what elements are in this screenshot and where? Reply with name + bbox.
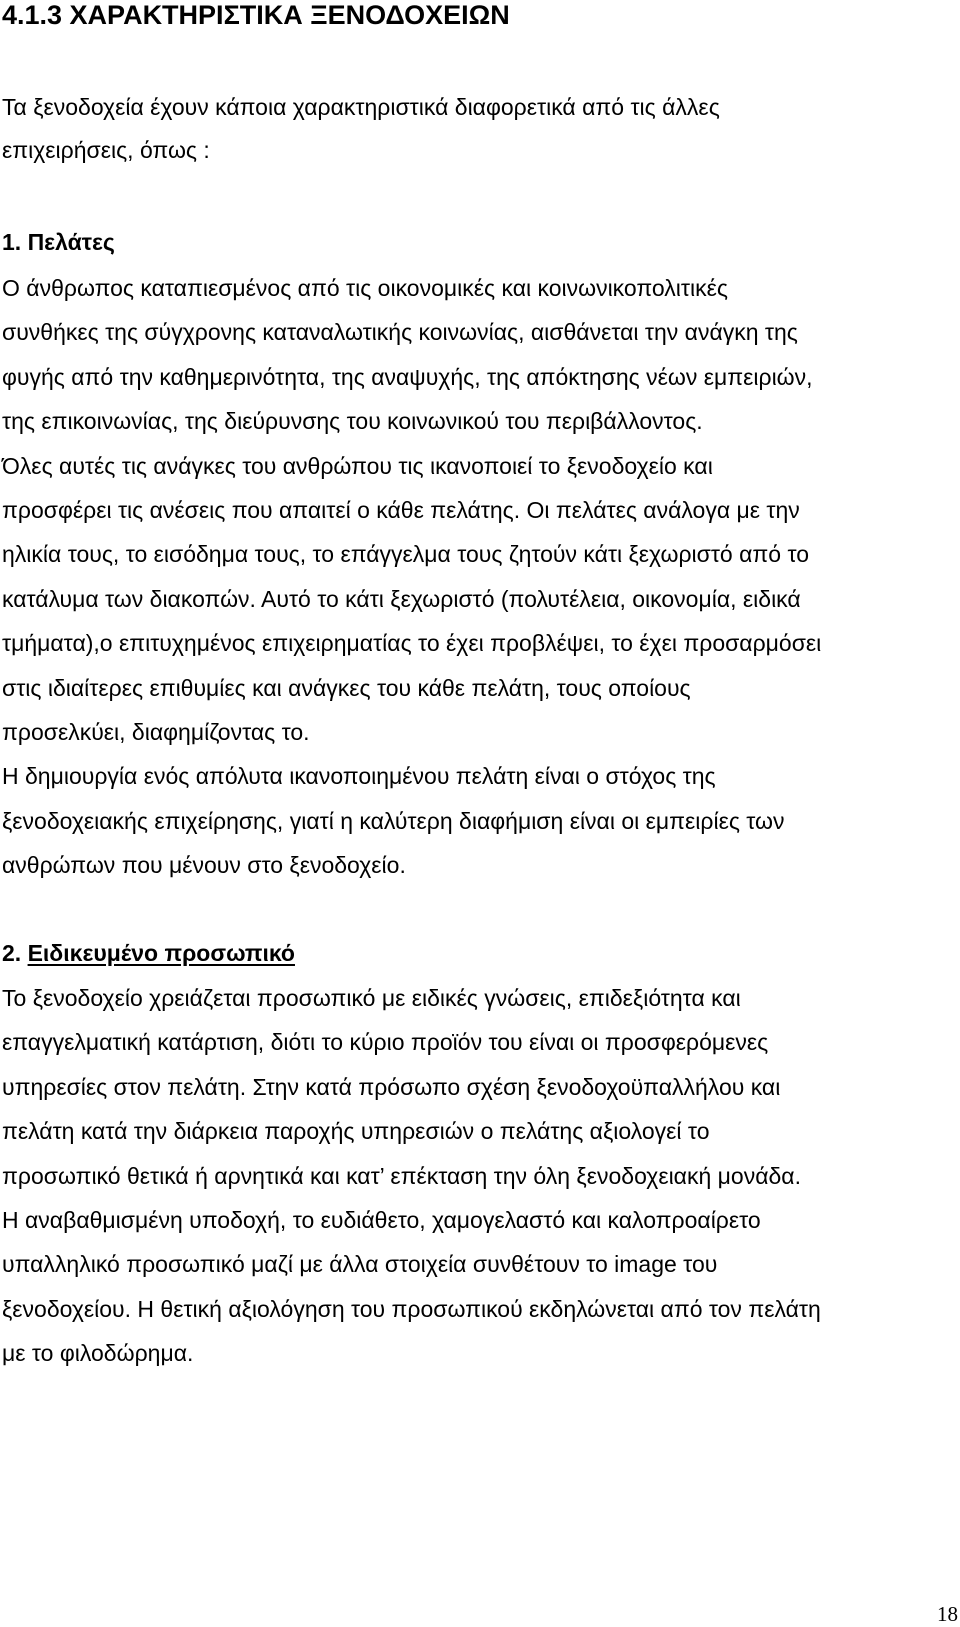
subsection-title-clients: 1. Πελάτες [2,229,115,255]
paragraph-line: προσφέρει τις ανέσεις που απαιτεί ο κάθε πελάτης. Οι πελάτες ανάλογα με την [2,497,800,523]
paragraph-line: Η αναβαθμισμένη υποδοχή, το ευδιάθετο, χαμογελαστό και καλοπροαίρετο [2,1207,761,1233]
paragraph-line: υπαλληλικό προσωπικό μαζί με άλλα στοιχεία συνθέτουν το image του [2,1251,718,1277]
paragraph-line: ξενοδοχειακής επιχείρησης, γιατί η καλύτερη διαφήμιση είναι οι εμπειρίες των [2,808,785,834]
paragraph-line: πελάτη κατά την διάρκεια παροχής υπηρεσιών ο πελάτης αξιολογεί το [2,1118,710,1144]
subsection-title-staff [2,940,295,967]
paragraph-line: επαγγελματική κατάρτιση, διότι το κύριο προϊόν του είναι οι προσφερόμενες [2,1029,769,1055]
intro-line: επιχειρήσεις, όπως : [2,137,210,163]
paragraph-line: με το φιλοδώρημα. [2,1340,194,1366]
page-number: 18 [937,1602,958,1626]
section-heading: 4.1.3 ΧΑΡΑΚΤΗΡΙΣΤΙΚΑ ΞΕΝΟΔΟΧΕΙΩΝ [2,0,510,30]
paragraph-line: υπηρεσίες στον πελάτη. Στην κατά πρόσωπο σχέση ξενοδοχοϋπαλλήλου και [2,1074,781,1100]
paragraph-line: προσωπικό θετικά ή αρνητικά και κατ’ επέκταση την όλη ξενοδοχειακή μονάδα. [2,1163,801,1189]
paragraph-line: συνθήκες της σύγχρονης καταναλωτικής κοινωνίας, αισθάνεται την ανάγκη της [2,319,798,345]
paragraph-line: Η δημιουργία ενός απόλυτα ικανοποιημένου πελάτη είναι ο στόχος της [2,763,716,789]
paragraph-line: ανθρώπων που μένουν στο ξενοδοχείο. [2,852,406,878]
paragraph-line: ηλικία τους, το εισόδημα τους, το επάγγελμα τους ζητούν κάτι ξεχωριστό από το [2,541,809,567]
paragraph-line: ξενοδοχείου. Η θετική αξιολόγηση του προσωπικού εκδηλώνεται από τον πελάτη [2,1296,821,1322]
paragraph-line: Το ξενοδοχείο χρειάζεται προσωπικό με ειδικές γνώσεις, επιδεξιότητα και [2,985,741,1011]
paragraph-line: της επικοινωνίας, της διεύρυνσης του κοινωνικού του περιβάλλοντος. [2,408,703,434]
paragraph-line: Ο άνθρωπος καταπιεσμένος από τις οικονομικές και κοινωνικοπολιτικές [2,275,728,301]
subsection-title-text: Ειδικευμένο προσωπικό [27,940,295,966]
paragraph-line: κατάλυμα των διακοπών. Αυτό το κάτι ξεχωριστό (πολυτέλεια, οικονομία, ειδικά [2,586,801,612]
paragraph-line: στις ιδιαίτερες επιθυμίες και ανάγκες του κάθε πελάτη, τους οποίους [2,675,691,701]
paragraph-line: προσελκύει, διαφημίζοντας το. [2,719,310,745]
paragraph-line: φυγής από την καθημερινότητα, της αναψυχής, της απόκτησης νέων εμπειριών, [2,364,813,390]
intro-line: Τα ξενοδοχεία έχουν κάποια χαρακτηριστικά διαφορετικά από τις άλλες [2,94,720,120]
paragraph-line: Όλες αυτές τις ανάγκες του ανθρώπου τις ικανοποιεί το ξενοδοχείο και [2,453,713,479]
paragraph-line: τμήματα),ο επιτυχημένος επιχειρηματίας το έχει προβλέψει, το έχει προσαρμόσει [2,630,822,656]
subsection-number: 2. [2,940,28,966]
